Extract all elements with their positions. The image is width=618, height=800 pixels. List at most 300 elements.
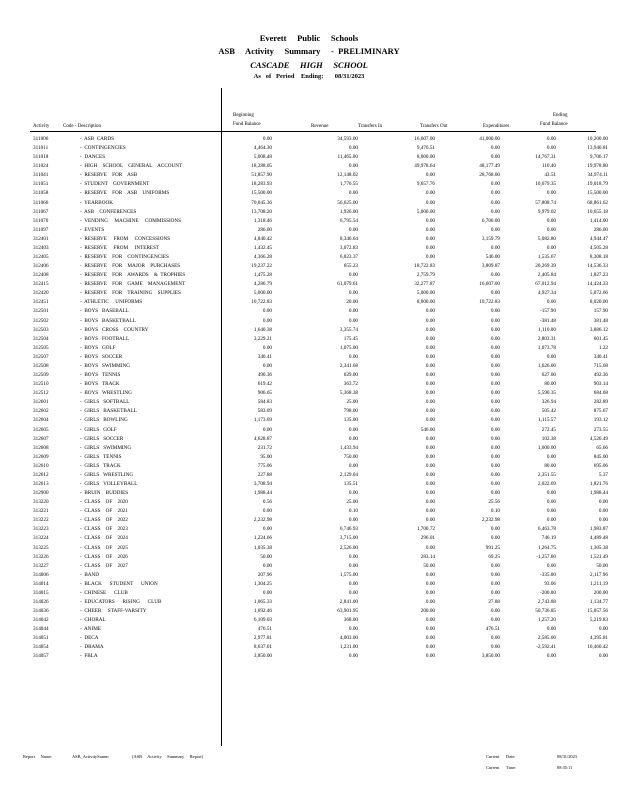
transfers-in: 0.00 <box>425 598 435 605</box>
expenditures: 746.19 <box>541 535 556 542</box>
activity-description: - CLASS OF 2024 <box>80 535 128 542</box>
activity-code: 313223 <box>33 526 49 533</box>
activity-description: - RESERVE FROM INTEREST <box>80 244 160 251</box>
ending-balance: 1,521.49 <box>589 553 608 560</box>
table-row <box>0 144 618 153</box>
transfers-in: 0.00 <box>425 344 435 351</box>
activity-description: - BOYS BASEBALL <box>80 308 129 315</box>
revenue: 4,003.00 <box>339 635 358 642</box>
transfers-in: 9,476.51 <box>416 145 435 152</box>
expenditures: -157.90 <box>540 308 556 315</box>
activity-code: 312505 <box>33 344 49 351</box>
expenditures: 505.42 <box>541 408 556 415</box>
transfers-out: 0.00 <box>490 490 500 497</box>
report-name-label: Report Name: <box>23 754 53 759</box>
transfers-out: 0.00 <box>490 181 500 188</box>
ending-balance: 282.89 <box>593 399 608 406</box>
transfers-in: 0.00 <box>425 453 435 460</box>
activity-description: - RESERVE FOR GAME MANAGEMENT <box>80 281 186 288</box>
activity-code: 312401 <box>33 235 49 242</box>
ending-balance: 10,655.18 <box>587 208 608 215</box>
table-row <box>0 353 618 362</box>
activity-description: - BOYS FOOTBALL <box>80 335 130 342</box>
beginning-balance: 10,722.83 <box>251 299 272 306</box>
transfers-out: 3,850.00 <box>481 653 500 660</box>
transfers-in: 0.00 <box>425 172 435 179</box>
activity-description: - GIRLS SWIMMING <box>80 444 132 451</box>
beginning-balance: 3,850.00 <box>253 653 272 660</box>
beginning-balance: 490.36 <box>257 372 272 379</box>
ending-balance: 19,018.79 <box>587 181 608 188</box>
transfers-in: 0.00 <box>425 235 435 242</box>
revenue: 1,575.00 <box>339 571 358 578</box>
transfers-in: 0.00 <box>425 399 435 406</box>
transfers-in: 0.00 <box>425 326 435 333</box>
revenue: 34,593.00 <box>337 136 358 142</box>
revenue: 135.00 <box>343 417 358 424</box>
revenue: 8,346.64 <box>339 235 358 242</box>
ending-balance: 492.36 <box>593 372 608 379</box>
activity-description: - ASB CONFERENCES <box>80 208 137 215</box>
revenue: 6,746.93 <box>339 526 358 533</box>
table-row <box>0 489 618 498</box>
transfers-out: 476.51 <box>485 626 500 633</box>
transfers-out: 0.00 <box>490 226 500 233</box>
expenditures: 110.40 <box>541 163 556 170</box>
expenditures: 1,600.00 <box>537 444 556 451</box>
ending-balance: 14,536.33 <box>587 263 608 270</box>
activity-description: - BOYS CROSS COUNTRY <box>80 326 149 333</box>
beginning-balance: 1,640.38 <box>253 326 272 333</box>
school-name: CASCADE HIGH SCHOOL <box>250 60 368 70</box>
activity-description: - CHEER STAFF-VARSITY <box>80 608 147 615</box>
activity-description: - DANCES <box>80 154 106 161</box>
beginning-balance: 0.00 <box>262 508 272 515</box>
expenditures: 80.00 <box>544 381 556 388</box>
table-row <box>0 616 618 625</box>
activity-code: 311024 <box>33 163 49 170</box>
activity-code: 312451 <box>33 299 49 306</box>
table-row <box>0 571 618 580</box>
beginning-balance: 51,857.90 <box>251 172 272 179</box>
activity-description: - RESERVE FOR CONTINGENCIES <box>80 254 169 261</box>
activity-code: 311011 <box>33 145 49 152</box>
expenditures: 50,736.85 <box>535 608 556 615</box>
revenue: 0.00 <box>348 626 358 633</box>
beginning-balance: 584.83 <box>257 399 272 406</box>
beginning-balance: 906.65 <box>257 390 272 397</box>
activity-description: - DECA <box>80 635 99 642</box>
activity-description: - CLASS OF 2021 <box>80 508 128 515</box>
activity-code: 313224 <box>33 535 49 542</box>
beginning-balance: 619.42 <box>257 381 272 388</box>
table-row <box>0 580 618 589</box>
transfers-out: 41,000.00 <box>479 136 500 142</box>
beginning-balance: 0.00 <box>262 308 272 315</box>
expenditures: -200.00 <box>540 589 556 596</box>
activity-description: - GIRLS SOFTBALL <box>80 399 130 406</box>
activity-description: - BOYS BASKETBALL <box>80 317 136 324</box>
ending-balance: 34,974.11 <box>587 172 608 179</box>
activity-description: - ASB CARDS <box>80 136 115 142</box>
table-row <box>0 171 618 180</box>
activity-code: 314036 <box>33 608 49 615</box>
revenue: 175.45 <box>343 335 358 342</box>
expenditures: 0.00 <box>546 653 556 660</box>
revenue: 363.72 <box>343 381 358 388</box>
revenue: 56,625.00 <box>337 199 358 206</box>
expenditures: 0.00 <box>546 499 556 506</box>
table-row <box>0 371 618 380</box>
transfers-in: 16,607.00 <box>414 136 435 142</box>
activity-description: - EVENTS <box>80 226 105 233</box>
activity-description: - FBLA <box>80 653 98 660</box>
activity-description: - CONTINGENCIES <box>80 145 126 152</box>
beginning-balance: 4,366.28 <box>253 254 272 261</box>
current-time: 08:35:11 <box>557 765 573 770</box>
activity-description: - GIRLS VOLLEYBALL <box>80 480 138 487</box>
revenue: 0.00 <box>348 589 358 596</box>
activity-description: - BOYS GOLF <box>80 344 116 351</box>
activity-description: - CHORAL <box>80 617 106 624</box>
revenue: 0.00 <box>348 462 358 469</box>
activity-code: 311066 <box>33 199 49 206</box>
activity-code: 313225 <box>33 544 49 551</box>
col-revenue: Revenue <box>311 124 329 129</box>
transfers-out: 0.00 <box>490 272 500 279</box>
transfers-out: 0.00 <box>490 444 500 451</box>
ending-balance: 875.67 <box>593 408 608 415</box>
expenditures: 2,351.55 <box>537 471 556 478</box>
report-description: (ASB Activity Summary Report) <box>132 754 204 759</box>
beginning-balance: 1,692.46 <box>253 608 272 615</box>
beginning-balance: 340.41 <box>257 353 272 360</box>
expenditures: -1,257.60 <box>536 553 556 560</box>
transfers-in: 0.00 <box>425 308 435 315</box>
beginning-balance: 0.56 <box>262 499 272 506</box>
table-row <box>0 553 618 562</box>
ending-balance: 0.00 <box>598 499 608 506</box>
transfers-out: 0.00 <box>490 290 500 297</box>
report-title: ASB Activity Summary - PRELIMINARY <box>218 46 400 56</box>
beginning-balance: 0.00 <box>262 136 272 142</box>
ending-balance: 381.48 <box>593 317 608 324</box>
ending-balance: 14,424.33 <box>587 281 608 288</box>
beginning-balance: 95.00 <box>260 453 272 460</box>
revenue: 0.00 <box>348 226 358 233</box>
transfers-out: 48,177.49 <box>479 163 500 170</box>
ending-balance: 1,821.76 <box>589 480 608 487</box>
table-row <box>0 652 618 661</box>
table-row <box>0 289 618 298</box>
ending-balance: 845.00 <box>593 453 608 460</box>
expenditures: 0.00 <box>546 490 556 497</box>
transfers-out: 3,159.79 <box>481 235 500 242</box>
transfers-out: 0.00 <box>490 462 500 469</box>
beginning-balance: 1,304.25 <box>253 580 272 587</box>
activity-code: 312900 <box>33 490 49 497</box>
ending-balance: 5.37 <box>598 471 608 478</box>
table-row <box>0 335 618 344</box>
activity-description: - RESERVE FOR MAJOR PURCHASES <box>80 263 181 270</box>
transfers-in: 8,000.00 <box>416 299 435 306</box>
expenditures: 5,082.80 <box>537 235 556 242</box>
table-row <box>0 607 618 616</box>
activity-code: 314044 <box>33 626 49 633</box>
table-row <box>0 589 618 598</box>
revenue: 0.00 <box>348 580 358 587</box>
beginning-balance: 18,283.93 <box>251 181 272 188</box>
revenue: 798.00 <box>343 408 358 415</box>
transfers-out: 0.10 <box>490 508 500 515</box>
revenue: 20.00 <box>346 299 358 306</box>
activity-code: 313221 <box>33 508 49 515</box>
revenue: 0.00 <box>348 317 358 324</box>
transfers-in: 0.00 <box>425 353 435 360</box>
activity-code: 312602 <box>33 408 49 415</box>
beginning-balance: 476.51 <box>257 626 272 633</box>
revenue: 1,776.55 <box>339 181 358 188</box>
table-row <box>0 153 618 162</box>
ending-balance: 4,489.48 <box>589 535 608 542</box>
transfers-out: 0.00 <box>490 644 500 651</box>
col-expenditures: Expenditures <box>483 124 510 129</box>
revenue: 1,075.00 <box>339 344 358 351</box>
revenue: 368.00 <box>343 617 358 624</box>
activity-code: 312420 <box>33 290 49 297</box>
expenditures: 43.51 <box>544 172 556 179</box>
expenditures: -2,592.41 <box>536 644 556 651</box>
header-rule <box>30 131 596 132</box>
expenditures: 2,405.84 <box>537 272 556 279</box>
activity-description: - RESERVE FROM CONCESSIONS <box>80 235 171 242</box>
table-row <box>0 317 618 326</box>
activity-code: 312613 <box>33 480 49 487</box>
transfers-out: 546.00 <box>485 254 500 261</box>
transfers-in: 49,978.64 <box>414 163 435 170</box>
ending-balance: 65.66 <box>596 444 608 451</box>
beginning-balance: 1,475.28 <box>253 272 272 279</box>
revenue: 0.00 <box>348 145 358 152</box>
ending-balance: 4,526.49 <box>589 435 608 442</box>
transfers-in: 546.00 <box>420 426 435 433</box>
transfers-in: 0.00 <box>425 372 435 379</box>
activity-code: 312604 <box>33 417 49 424</box>
ending-balance: 273.55 <box>593 426 608 433</box>
table-row <box>0 389 618 398</box>
activity-code: 311018 <box>33 154 49 161</box>
transfers-out: 0.00 <box>490 381 500 388</box>
activity-description: - CHINESE CLUB <box>80 589 128 596</box>
transfers-in: 200.00 <box>420 608 435 615</box>
expenditures: 326.94 <box>541 399 556 406</box>
table-row <box>0 407 618 416</box>
table-row <box>0 562 618 571</box>
ending-balance: 193.12 <box>593 417 608 424</box>
activity-description: - GIRLS BOWLING <box>80 417 128 424</box>
revenue: 61,079.61 <box>337 281 358 288</box>
transfers-in: 18,722.83 <box>414 263 435 270</box>
transfers-out: 0.00 <box>490 408 500 415</box>
transfers-out: 0.00 <box>490 335 500 342</box>
revenue: 11,465.00 <box>337 154 358 161</box>
table-row <box>0 307 618 316</box>
ending-balance: 286.00 <box>593 226 608 233</box>
beginning-balance: 15,500.00 <box>251 190 272 197</box>
activity-description: - BOYS TENNIS <box>80 372 121 379</box>
revenue: 0.00 <box>348 308 358 315</box>
table-row <box>0 208 618 217</box>
activity-code: 312607 <box>33 435 49 442</box>
transfers-out: 0.00 <box>490 453 500 460</box>
transfers-out: 0.00 <box>490 317 500 324</box>
table-row <box>0 217 618 226</box>
transfers-out: 0.00 <box>490 190 500 197</box>
activity-description: - BOYS SOCCER <box>80 353 123 360</box>
revenue: 0.00 <box>348 426 358 433</box>
ending-balance: 4,505.28 <box>589 244 608 251</box>
ending-balance: 715.68 <box>593 362 608 369</box>
transfers-out: 0.00 <box>490 390 500 397</box>
activity-code: 312601 <box>33 399 49 406</box>
revenue: 25.00 <box>346 399 358 406</box>
ending-balance: 8,308.18 <box>589 254 608 261</box>
expenditures: 2,743.88 <box>537 598 556 605</box>
transfers-in: 0.00 <box>425 417 435 424</box>
revenue: 0.10 <box>348 508 358 515</box>
col-beg-line2: Fund Balance <box>233 122 261 127</box>
org-name: Everett Public Schools <box>259 33 359 43</box>
table-row <box>0 634 618 643</box>
expenditures: 4,927.34 <box>537 290 556 297</box>
table-row <box>0 498 618 507</box>
revenue: 1,231.00 <box>339 644 358 651</box>
activity-description: - RESERVE FOR AWARDS & TROPHIES <box>80 272 186 279</box>
beginning-balance: 5,000.00 <box>253 290 272 297</box>
activity-code: 312510 <box>33 381 49 388</box>
transfers-in: 0.00 <box>425 471 435 478</box>
transfers-out: 0.00 <box>490 580 500 587</box>
expenditures: 67,012.94 <box>535 281 556 288</box>
activity-code: 312508 <box>33 362 49 369</box>
transfers-in: 283.14 <box>420 553 435 560</box>
ending-balance: 1,983.87 <box>589 526 608 533</box>
activity-description: - GIRLS WRESTLING <box>80 471 134 478</box>
transfers-in: 0.00 <box>425 508 435 515</box>
expenditures: 0.00 <box>546 217 556 224</box>
ending-balance: 10,460.42 <box>587 644 608 651</box>
revenue: 2,341.68 <box>339 362 358 369</box>
table-row <box>0 426 618 435</box>
beginning-balance: 5,008.48 <box>253 154 272 161</box>
transfers-in: 0.00 <box>425 190 435 197</box>
activity-code: 311067 <box>33 208 49 215</box>
beginning-balance: 4,464.30 <box>253 145 272 152</box>
activity-description: - RESERVE FOR TRAINING SUPPLIES <box>80 290 181 297</box>
expenditures: 1,110.00 <box>538 326 556 333</box>
transfers-in: 0.00 <box>425 571 435 578</box>
activity-description: - GIRLS BASKETBALL <box>80 408 137 415</box>
transfers-in: 0.00 <box>425 626 435 633</box>
activity-code: 311058 <box>33 190 49 197</box>
beginning-balance: 286.00 <box>257 226 272 233</box>
revenue: 2,841.00 <box>339 598 358 605</box>
expenditures: 20,269.39 <box>535 263 556 270</box>
transfers-out: 0.00 <box>490 426 500 433</box>
expenditures: 6,463.78 <box>537 526 556 533</box>
transfers-in: 32,277.87 <box>414 281 435 288</box>
activity-description: - BRUIN BUDDIES <box>80 490 129 497</box>
beginning-balance: 6,109.03 <box>253 617 272 624</box>
transfers-out: 27.88 <box>488 598 500 605</box>
transfers-in: 5,000.00 <box>416 290 435 297</box>
activity-description: - GIRLS GOLF <box>80 426 117 433</box>
activity-description: - BOYS SWIMMING <box>80 362 131 369</box>
ending-balance: 1,134.77 <box>589 598 608 605</box>
activity-description: - ATHLETIC UNIFORMS <box>80 299 143 306</box>
expenditures: 14,767.31 <box>535 154 556 161</box>
ending-balance: 4,944.47 <box>589 235 608 242</box>
beginning-balance: 1,224.66 <box>253 535 272 542</box>
activity-table <box>0 135 618 662</box>
revenue: 3,715.00 <box>339 535 358 542</box>
transfers-in: 0.00 <box>425 635 435 642</box>
ending-balance: 13,940.81 <box>587 145 608 152</box>
ending-balance: 19,978.80 <box>587 163 608 170</box>
table-row <box>0 453 618 462</box>
ending-balance: 3,886.12 <box>589 326 608 333</box>
revenue: 135.51 <box>343 480 358 487</box>
transfers-in: 0.00 <box>425 644 435 651</box>
col-activity: Activity <box>33 124 50 129</box>
transfers-in: 0.00 <box>425 317 435 324</box>
table-row <box>0 180 618 189</box>
transfers-in: 0.00 <box>425 381 435 388</box>
table-row <box>0 271 618 280</box>
activity-code: 312503 <box>33 326 49 333</box>
col-transfers-out: Transfers Out <box>420 124 448 129</box>
beginning-balance: 13,708.20 <box>251 208 272 215</box>
transfers-in: 296.01 <box>420 535 435 542</box>
expenditures: 2,585.00 <box>537 635 556 642</box>
col-beg-line1: Beginning <box>233 113 254 118</box>
ending-balance: 1.22 <box>598 344 608 351</box>
activity-code: 314057 <box>33 653 49 660</box>
activity-code: 313222 <box>33 517 49 524</box>
table-row <box>0 199 618 208</box>
revenue: 0.00 <box>348 163 358 170</box>
ending-balance: 9,706.17 <box>589 154 608 161</box>
activity-description: - DRAMA <box>80 644 104 651</box>
activity-code: 314014 <box>33 580 49 587</box>
transfers-out: 0.00 <box>490 526 500 533</box>
activity-code: 312502 <box>33 317 49 324</box>
ending-balance: 1,827.23 <box>589 272 608 279</box>
activity-description: - RESERVE FOR ASB UNIFORMS <box>80 190 170 197</box>
activity-code: 312605 <box>33 426 49 433</box>
transfers-in: 0.00 <box>425 362 435 369</box>
ending-balance: 68,861.62 <box>587 199 608 206</box>
col-end-line2: Fund Balance <box>540 122 568 127</box>
ending-balance: 903.14 <box>593 381 608 388</box>
table-row <box>0 244 618 253</box>
expenditures: 0.00 <box>546 226 556 233</box>
revenue: 0.00 <box>348 562 358 569</box>
transfers-out: 16,607.00 <box>479 281 500 288</box>
transfers-in: 0.00 <box>425 490 435 497</box>
activity-code: 314051 <box>33 635 49 642</box>
transfers-in: 0.00 <box>425 617 435 624</box>
